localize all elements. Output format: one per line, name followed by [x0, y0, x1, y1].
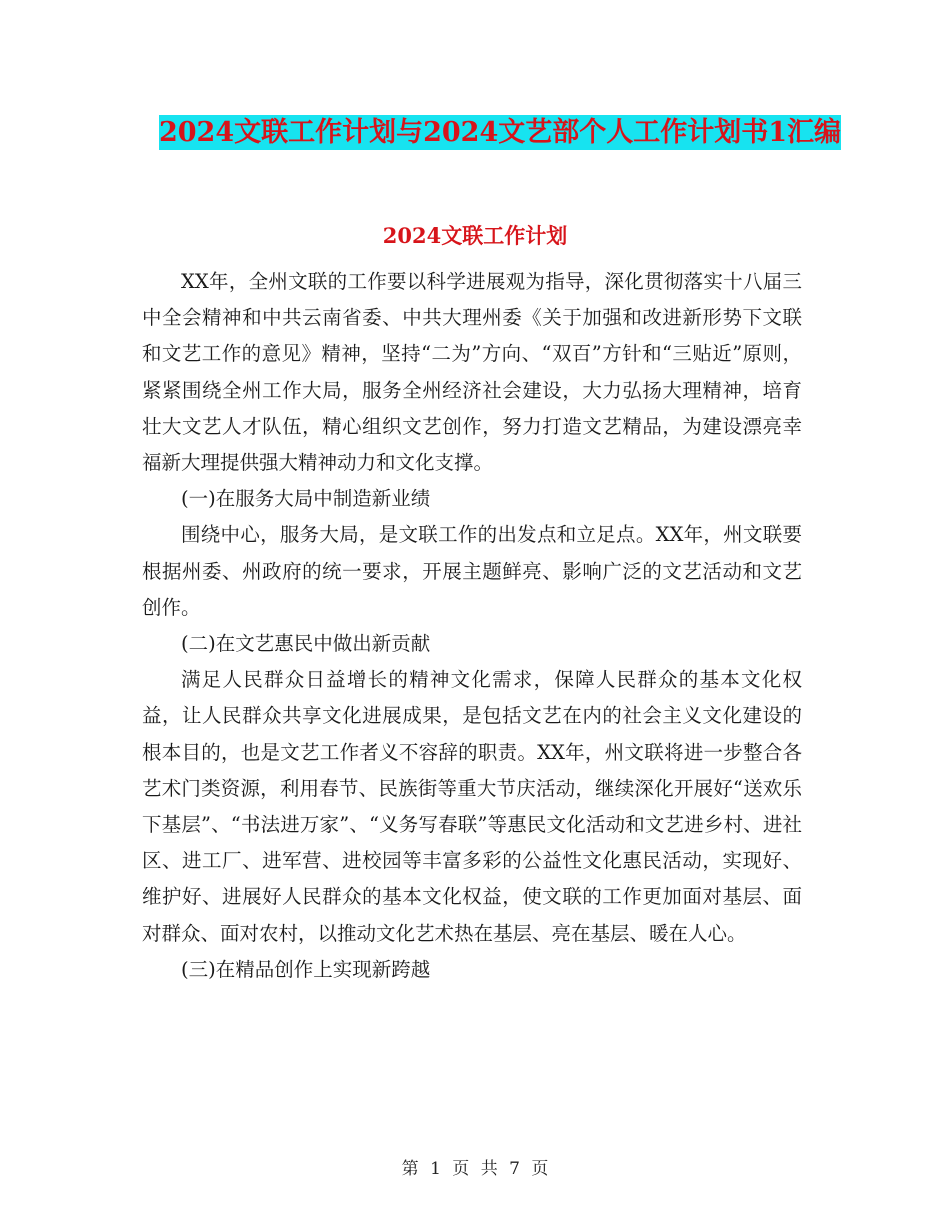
document-title: [140, 112, 860, 154]
heading-two: (二)在文艺惠民中做出新贡献: [181, 632, 431, 656]
document-body: [142, 264, 802, 988]
heading-three: (三)在精品创作上实现新跨越: [181, 957, 431, 981]
heading-one: (一)在服务大局中制造新业绩: [181, 487, 431, 511]
paragraph-two: 满足人民群众日益增长的精神文化需求，保障人民群众的基本文化权益，让人民群众共享文化进展成果，是包括文艺在内的社会主义文化建设的根本目的，也是文艺工作者义不容辞的职责。XX年，州文联将进一步整合各艺术门类资源，利用春节、民族街等重大节庆活动，继续深化开展好“送欢乐下基层”、“书法进万家”、“义务写春联”等惠民文化活动和文艺进乡村、进社区、进工厂、进军营、进校园等丰富多彩的公益性文化惠民活动，实现好、维护好、进展好人民群众的基本文化权益，使文联的工作更加面对基层、面对群众、面对农村，以推动文化艺术热在基层、亮在基层、暖在人心。: [142, 668, 802, 945]
document-title-text: 2024文联工作计划与2024文艺部个人工作计划书1汇编: [158, 117, 842, 148]
section-title: 2024文联工作计划: [382, 223, 568, 248]
paragraph-one: 围绕中心，服务大局，是文联工作的出发点和立足点。XX年，州文联要根据州委、州政府的统一要求，开展主题鲜亮、影响广泛的文艺活动和文艺创作。: [142, 523, 802, 619]
paragraph-intro: XX年，全州文联的工作要以科学进展观为指导，深化贯彻落实十八届三中全会精神和中共云南省委、中共大理州委《关于加强和改进新形势下文联和文艺工作的意见》精神，坚持“二为”方向、“双百”方针和“三贴近”原则，紧紧围绕全州工作大局，服务全州经济社会建设，大力弘扬大理精神，培育壮大文艺人才队伍，精心组织文艺创作，努力打造文艺精品，为建设漂亮幸福新大理提供强大精神动力和文化支撑。: [142, 270, 802, 475]
page-footer: 第 1 页 共 7 页: [401, 1159, 549, 1179]
